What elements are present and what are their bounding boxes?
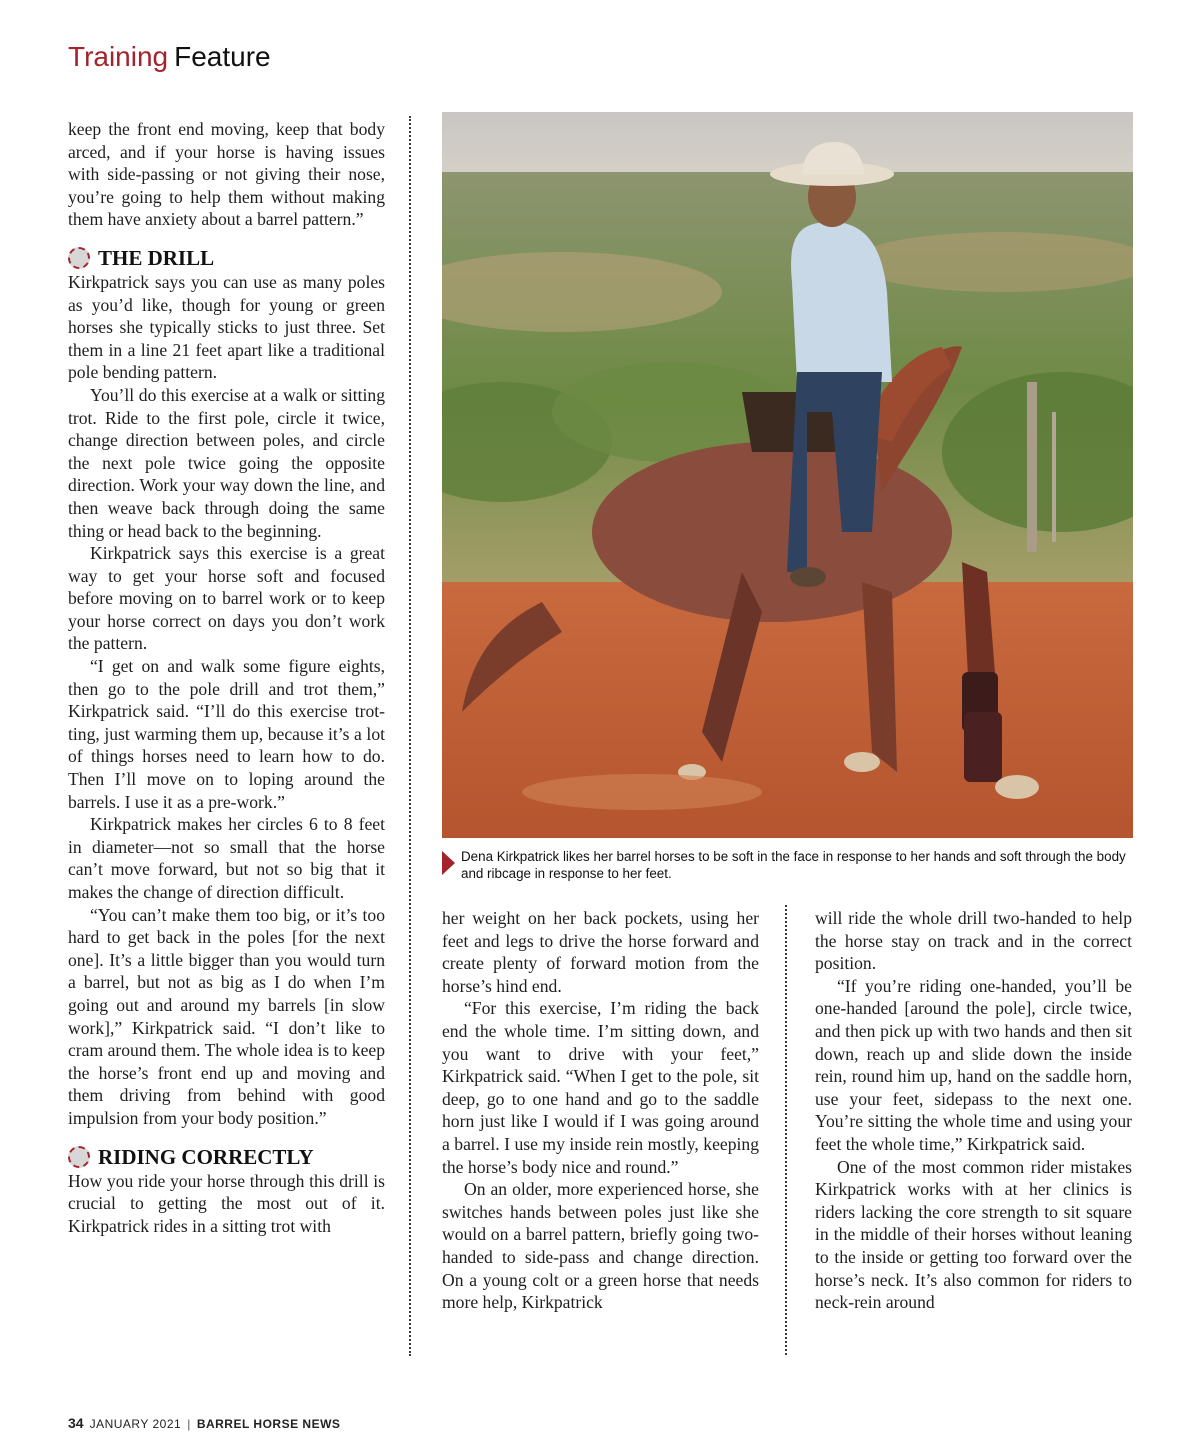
paragraph: How you ride your horse through this drill is crucial to getting the most out of it. Kirkpatrick rides in a sitting trot with (68, 1170, 385, 1236)
section-label: Feature (174, 41, 271, 72)
paragraph: her weight on her back pockets, using her feet and legs to drive the horse forward and create plenty of forward motion from the horse’s hind end. (442, 908, 759, 996)
page-number: 34 (68, 1415, 84, 1431)
paragraph: Kirkpatrick makes her circles 6 to 8 feet in diameter—not so small that the horse can’t move forward, but not so big that it makes the change of direction difficult. (68, 814, 385, 902)
paragraph: Kirkpatrick says you can use as many poles as you’d like, though for young or green horses she typically sticks to just three. Set them in a line 21 feet apart like a traditional pole bending pattern. (68, 271, 385, 383)
photo-caption (442, 848, 1142, 882)
issue-date: JANUARY 2021 (89, 1417, 182, 1431)
subhead-the-drill (68, 245, 385, 271)
section-name: Training (68, 41, 169, 72)
subhead-text: RIDING CORRECTLY (98, 1144, 314, 1169)
caption-text: Dena Kirkpatrick likes her barrel horses to be soft in the face in response to her hands and soft through the body and ribcage in response to her feet. (461, 849, 1126, 881)
magazine-name: BARREL HORSE NEWS (196, 1417, 341, 1431)
article-column-2 (442, 907, 759, 1314)
footer-separator: | (187, 1417, 191, 1431)
paragraph: You’ll do this exercise at a walk or sitting trot. Ride to the first pole, circle it twice, change direction between poles, and circle the next pole twice going the opposite direction. Work your way down the line, and then weave back through doing the same thing or head back to the beginning. (68, 384, 385, 541)
article-column-3 (815, 907, 1132, 1314)
paragraph: On an older, more experienced horse, she switches hands between poles just like she would on a barrel pattern, briefly going two-handed to side-pass and change direction. On a young colt or a green horse that needs more help, Kirkpatrick (442, 1179, 759, 1313)
column-divider (409, 116, 411, 1356)
subhead-riding-correctly (68, 1144, 385, 1170)
bullet-icon (68, 247, 90, 269)
paragraph: Kirkpatrick says this exercise is a great way to get your horse soft and focused before moving on to barrel work or to keep your horse correct on days you don’t work the pattern. (68, 543, 385, 654)
page-footer (68, 1416, 340, 1431)
paragraph: “For this exercise, I’m riding the back end the whole time. I’m sitting down, and you want to drive with your feet,” Kirkpatrick said. “When I get to the pole, sit deep, go to one hand and go to the saddle horn just like I would if I was going around a barrel. I use my inside rein mostly, keeping the horse’s body nice and round.” (442, 998, 759, 1177)
caption-arrow-icon (442, 851, 455, 875)
column-divider (785, 905, 787, 1355)
horse-rider-photo (442, 112, 1133, 838)
paragraph: “You can’t make them too big, or it’s too hard to get back in the poles [for the next one]. It’s a little bigger than you would turn a barrel, but not as big as I do when I’m going out and around my barrels [in slow work],” Kirkpatrick said. “I don’t like to cram around them. The whole idea is to keep the horse’s front end up and moving and them driving from behind with good impulsion from your body position.” (68, 904, 385, 1128)
paragraph: keep the front end moving, keep that body arced, and if your horse is having issues with side-passing or not giving their nose, you’re going to help them without making them have anxiety about a barrel pattern.” (68, 119, 385, 230)
paragraph: “If you’re riding one-handed, you’ll be one-handed [around the pole], circle twice, and then pick up with two hands and then sit down, reach up and slide down the inside rein, round him up, hand on the saddle horn, use your feet, sidepass to the next one. You’re sitting the whole time and using your feet the whole time,” Kirkpatrick said. (815, 975, 1132, 1154)
bullet-icon (68, 1146, 90, 1168)
paragraph: will ride the whole drill two-handed to help the horse stay on track and in the correct position. (815, 908, 1132, 974)
article-column-1 (68, 118, 385, 1237)
paragraph: “I get on and walk some figure eights, then go to the pole drill and trot them,” Kirkpatrick said. “I’ll do this exercise trotting, just warming them up, because it’s a lot of things horses need to learn how to do. Then I’ll move on to loping around the barrels. I use it as a pre-work.” (68, 656, 385, 812)
section-header (68, 40, 271, 74)
paragraph: One of the most common rider mistakes Kirkpatrick works with at her clinics is riders lacking the core strength to sit square in the middle of their horses without leaning to the inside or getting too forward over the horse’s neck. It’s also common for riders to neck-rein around (815, 1156, 1132, 1313)
subhead-text: THE DRILL (98, 245, 215, 270)
